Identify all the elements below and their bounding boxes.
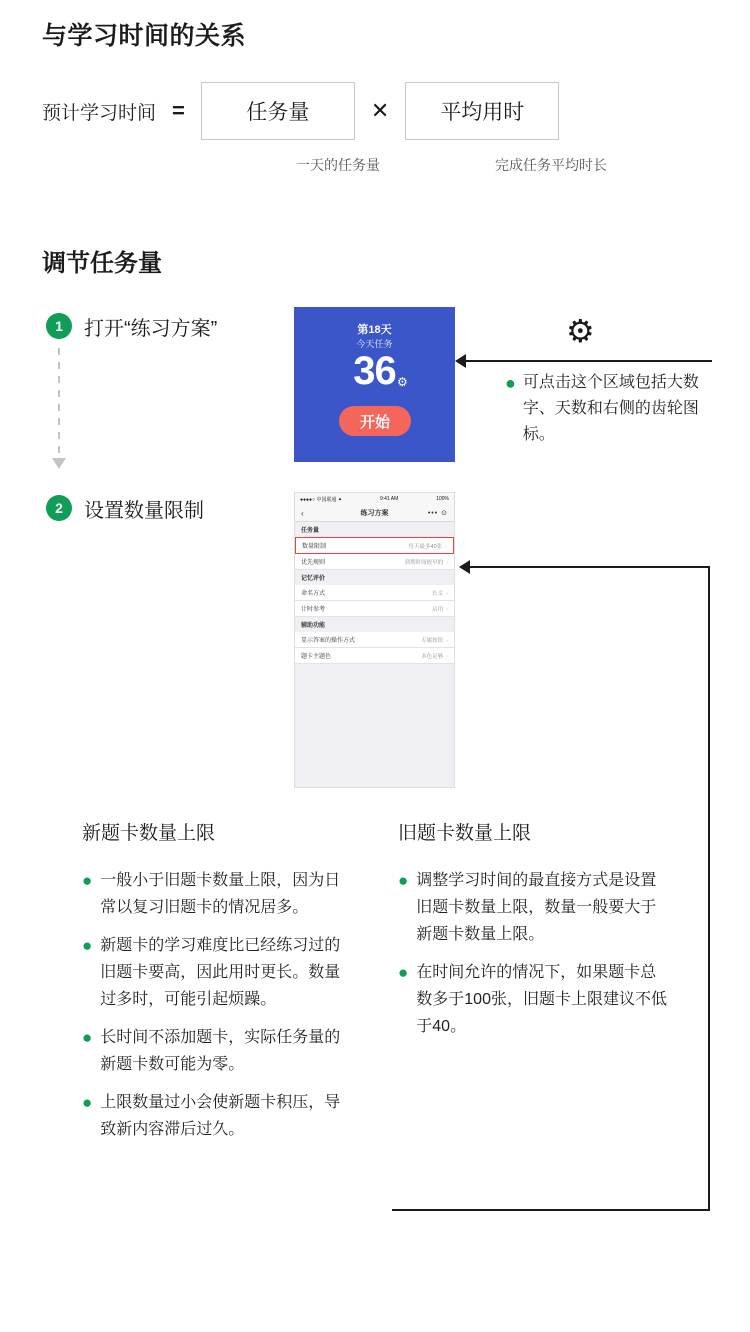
step-connector-arrow-icon xyxy=(52,458,66,469)
back-icon[interactable]: ‹ xyxy=(301,508,304,518)
phone-nav-bar xyxy=(295,505,454,522)
section-2-title: 调节任务量 xyxy=(42,250,162,277)
list-item-text: 一般小于旧题卡数量上限，因为日常以复习旧题卡的情况居多。 xyxy=(100,872,341,916)
more-icon[interactable]: ••• ⊙ xyxy=(427,510,448,517)
phone-status-bar xyxy=(295,493,454,505)
annotation-arrow-2-vertical xyxy=(708,566,710,1211)
step-1-badge: 1 xyxy=(46,313,72,339)
step-1-label: 打开“练习方案” xyxy=(84,318,218,340)
status-battery: 100% xyxy=(436,496,449,502)
phone-row-timing[interactable] xyxy=(295,601,454,617)
column-new-cards-heading: 新题卡数量上限 xyxy=(82,823,216,844)
bullet-dot-icon: ● xyxy=(82,871,93,890)
bullet-dot-icon: ● xyxy=(398,871,409,890)
row-value: 长文 xyxy=(432,590,444,597)
formula-caption-1: 一天的任务量 xyxy=(296,157,380,173)
column-old-cards xyxy=(398,818,670,1051)
phone-row-naming[interactable] xyxy=(295,585,454,601)
formula-label: 预计学习时间 xyxy=(42,102,157,124)
phone-group-header: 辅助功能 xyxy=(295,617,454,632)
bullet-dot-icon: ● xyxy=(398,963,409,982)
list-item xyxy=(398,867,670,948)
chevron-right-icon: › xyxy=(446,637,448,644)
formula-box-average-time: 平均用时 xyxy=(405,82,559,140)
annotation-arrow-2-bottom xyxy=(392,1209,710,1211)
phone-empty-area xyxy=(295,664,454,704)
column-new-cards xyxy=(82,818,350,1154)
formula-box-task-count: 任务量 xyxy=(201,82,355,140)
task-card-day: 第18天 xyxy=(357,324,392,336)
formula-caption-2: 完成任务平均时长 xyxy=(495,157,607,173)
chevron-right-icon: › xyxy=(446,653,448,660)
list-item-text: 上限数量过小会使新题卡积压，导致新内容滞后过久。 xyxy=(100,1094,341,1138)
row-label: 优先规则 xyxy=(301,560,326,566)
phone-row-priority-rule[interactable] xyxy=(295,554,454,570)
list-item-text: 在时间允许的情况下，如果题卡总数多于100张，旧题卡上限建议不低于40。 xyxy=(416,964,667,1035)
times-sign: ✕ xyxy=(370,98,390,123)
row-value: 多色足够 xyxy=(421,653,444,660)
list-item xyxy=(82,1024,350,1078)
row-label: 命名方式 xyxy=(301,591,326,597)
equals-sign: = xyxy=(172,98,185,123)
list-item xyxy=(82,932,350,1013)
gear-icon[interactable]: ⚙ xyxy=(397,375,408,389)
step-2-label: 设置数量限制 xyxy=(84,500,204,522)
phone-row-theme-color[interactable] xyxy=(295,648,454,664)
row-label: 题卡主题色 xyxy=(301,654,332,660)
task-card-number: 36 xyxy=(353,349,396,393)
bullet-dot-icon: ● xyxy=(505,373,516,393)
annotation-arrow-2-line xyxy=(466,566,710,568)
task-card[interactable] xyxy=(294,307,455,462)
status-carrier: ●●●●○ 中国联通 ✦ xyxy=(300,496,343,503)
row-value: 到期时间较早的 xyxy=(404,559,444,566)
bullet-dot-icon: ● xyxy=(82,1093,93,1112)
step-connector-line xyxy=(58,348,60,458)
section-1-title: 与学习时间的关系 xyxy=(42,22,247,50)
phone-screenshot xyxy=(294,492,455,788)
bullet-dot-icon: ● xyxy=(82,1028,93,1047)
chevron-right-icon: › xyxy=(446,606,448,613)
list-item-text: 新题卡的学习难度比已经练习过的旧题卡要高，因此用时更长。数量过多时，可能引起烦躁。 xyxy=(100,937,341,1008)
status-time: 9:41 AM xyxy=(379,496,399,502)
phone-group-header: 任务量 xyxy=(295,522,454,537)
annotation-note-1 xyxy=(505,370,720,448)
row-label: 数量限制 xyxy=(302,544,327,550)
start-button[interactable]: 开始 xyxy=(339,406,411,436)
chevron-right-icon: › xyxy=(446,559,448,566)
formula-row xyxy=(42,82,559,140)
row-value: 启用 xyxy=(432,606,444,613)
task-card-subtitle: 今天任务 xyxy=(356,339,393,349)
list-item-text: 长时间不添加题卡，实际任务量的新题卡数可能为零。 xyxy=(100,1029,341,1073)
row-label: 计时参考 xyxy=(301,607,326,613)
annotation-arrow-1-line xyxy=(462,360,712,362)
list-item-text: 调整学习时间的最直接方式是设置旧题卡数量上限，数量一般要大于新题卡数量上限。 xyxy=(416,872,657,943)
step-2-badge: 2 xyxy=(46,495,72,521)
phone-nav-title: 练习方案 xyxy=(360,510,389,517)
list-item xyxy=(82,1089,350,1143)
list-item xyxy=(82,867,350,921)
column-old-cards-heading: 旧题卡数量上限 xyxy=(398,823,532,844)
gear-icon: ⚙ xyxy=(566,313,595,349)
annotation-arrow-1-head-icon xyxy=(455,354,466,368)
phone-group-header: 记忆评价 xyxy=(295,570,454,585)
bullet-dot-icon: ● xyxy=(82,936,93,955)
chevron-right-icon: › xyxy=(445,543,447,550)
row-value: 专属按钮 xyxy=(421,637,444,644)
annotation-note-1-text: 可点击这个区域包括大数字、天数和右侧的齿轮图标。 xyxy=(522,374,699,443)
phone-row-answer-mode[interactable] xyxy=(295,632,454,648)
row-label: 显示答案的操作方式 xyxy=(301,638,356,644)
phone-row-quantity-limit[interactable] xyxy=(295,537,454,554)
list-item xyxy=(398,959,670,1040)
row-value: 每天最多40张 xyxy=(408,543,443,550)
chevron-right-icon: › xyxy=(446,590,448,597)
